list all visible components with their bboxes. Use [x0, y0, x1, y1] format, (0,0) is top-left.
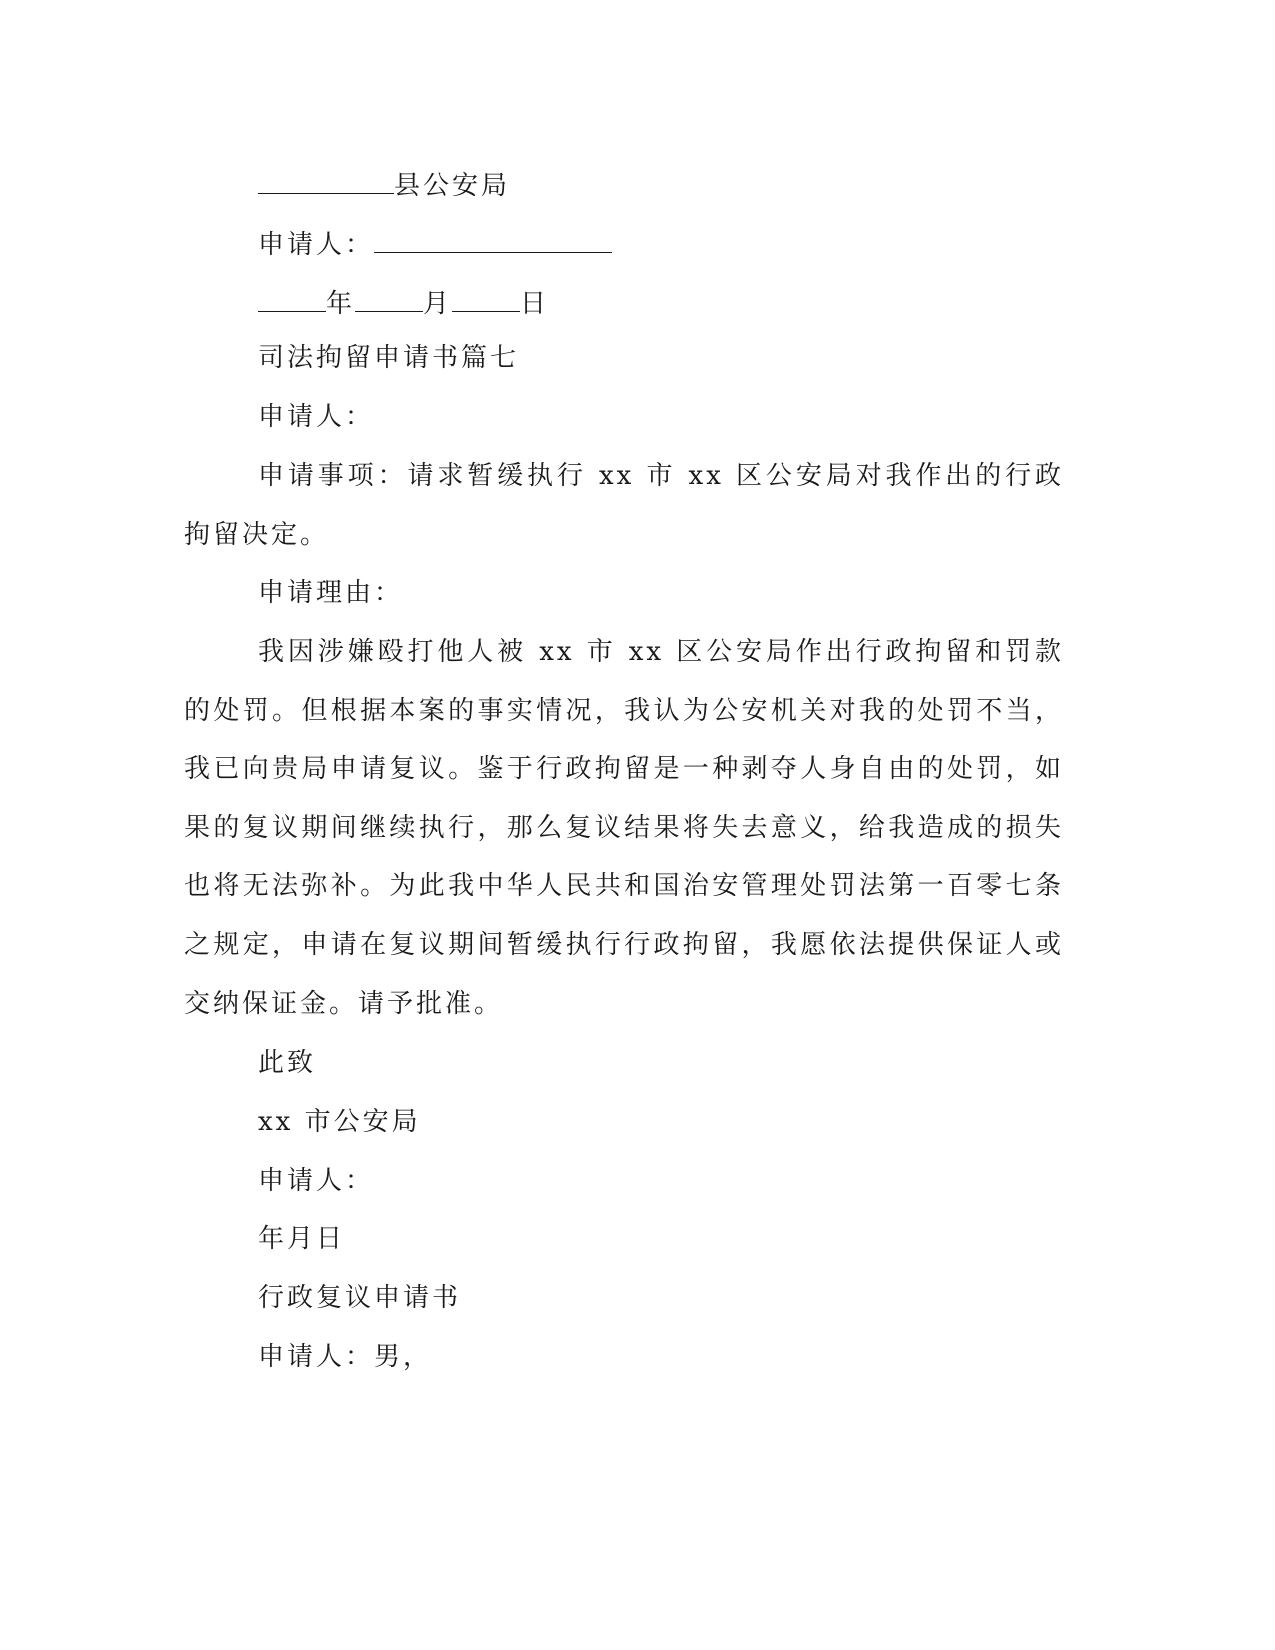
header-applicant-line: [258, 226, 1138, 260]
date-year-label: 年: [326, 289, 356, 319]
closing-salutation: 此致: [258, 1048, 317, 1078]
month-blank: [355, 285, 423, 312]
date-day-label: 日: [520, 289, 550, 319]
reason-paragraph: 我因涉嫌殴打他人被 xx 市 xx 区公安局作出行政拘留和罚款的处罚。但根据本案的事实情况，我认为公安机关对我的处罚不当，我已向贵局申请复议。鉴于行政拘留是一种剥夺人身自由的处罚，如果的复议期间继续执行，那么复议结果将失去意义，给我造成的损失也将无法弥补。为此我中华人民共和国治安管理处罚法第一百零七条之规定，申请在复议期间暂缓执行行政拘留，我愿依法提供保证人或交纳保证金。请予批准。: [184, 637, 1064, 1019]
bureau-line: [258, 167, 1138, 201]
applicant-label: 申请人：: [258, 230, 375, 260]
recipient-line: xx 市公安局: [258, 1107, 421, 1137]
bureau-name-blank: [258, 167, 394, 194]
next-section-title: 行政复议申请书: [258, 1283, 462, 1313]
section-title: 司法拘留申请书篇七: [258, 343, 520, 373]
day-blank: [452, 285, 520, 312]
date-line: [258, 285, 1138, 319]
bureau-suffix: 县公安局: [394, 171, 511, 201]
signature-date-line: 年月日: [258, 1224, 346, 1254]
year-blank: [258, 285, 326, 312]
application-matter-paragraph: 申请事项：请求暂缓执行 xx 市 xx 区公安局对我作出的行政拘留决定。: [184, 461, 1064, 550]
next-section-applicant-line: 申请人：男，: [258, 1342, 433, 1372]
signature-applicant-line: 申请人：: [258, 1166, 375, 1196]
date-month-label: 月: [423, 289, 453, 319]
reason-label: 申请理由：: [258, 578, 404, 608]
applicant-name-blank: [374, 226, 612, 253]
applicant-line: 申请人：: [258, 402, 375, 432]
